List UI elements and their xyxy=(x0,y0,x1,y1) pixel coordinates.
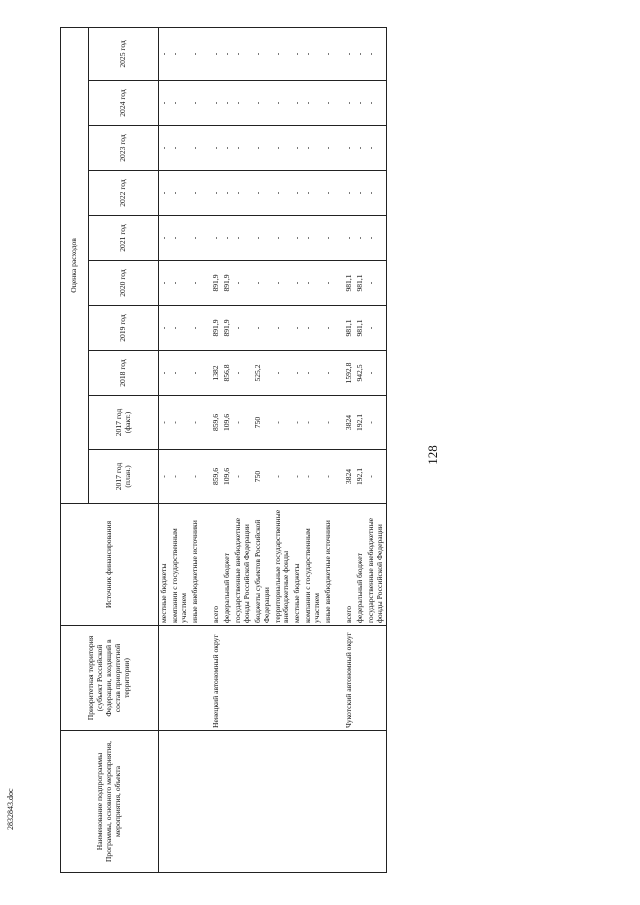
cell-value: 109,6 xyxy=(222,396,233,450)
cell-source: территориальные государственные внебюджетные фонды xyxy=(273,504,293,626)
cell-value: - xyxy=(190,306,201,351)
cell-value: - xyxy=(273,261,293,306)
cell-value: - xyxy=(366,306,386,351)
cell-value: - xyxy=(222,126,233,171)
cell-value: - xyxy=(303,126,323,171)
cell-value: - xyxy=(170,306,190,351)
cell-value: 525,2 xyxy=(253,351,273,396)
cell-value: - xyxy=(211,126,222,171)
cell-territory xyxy=(273,626,293,731)
footer-document-ref: 2832843.doc xyxy=(6,788,15,830)
cell-value: - xyxy=(303,216,323,261)
cell-value: - xyxy=(323,126,334,171)
header-year-4: 2020 год xyxy=(89,261,159,306)
header-year-9: 2025 год xyxy=(89,27,159,80)
cell-value: - xyxy=(190,126,201,171)
cell-value: - xyxy=(344,126,355,171)
cell-value: - xyxy=(303,171,323,216)
table-row xyxy=(355,27,366,872)
cell-source: всего xyxy=(344,504,355,626)
header-year-5: 2021 год xyxy=(89,216,159,261)
cell-value: - xyxy=(273,396,293,450)
cell-value: - xyxy=(190,396,201,450)
cell-value: - xyxy=(355,81,366,126)
table-row xyxy=(222,27,233,872)
cell-value: - xyxy=(190,216,201,261)
rotated-table-container xyxy=(60,28,565,873)
cell-territory xyxy=(253,626,273,731)
cell-name xyxy=(344,731,355,873)
header-year-2: 2018 год xyxy=(89,351,159,396)
cell-name xyxy=(233,731,253,873)
header-year-0: 2017 год (план.) xyxy=(89,450,159,504)
cell-value: - xyxy=(273,126,293,171)
cell-value: - xyxy=(366,216,386,261)
cell-source: компании с государственным участием xyxy=(170,504,190,626)
cell-value: - xyxy=(159,351,170,396)
cell-value: - xyxy=(344,27,355,80)
cell-value: - xyxy=(159,27,170,80)
cell-value: - xyxy=(344,171,355,216)
cell-value: - xyxy=(159,81,170,126)
cell-value: - xyxy=(211,216,222,261)
cell-name xyxy=(323,731,334,873)
expenditure-table xyxy=(60,27,387,873)
cell-value: - xyxy=(170,171,190,216)
cell-value: - xyxy=(292,351,303,396)
cell-value: - xyxy=(170,261,190,306)
cell-value: - xyxy=(170,216,190,261)
cell-value: 109,6 xyxy=(222,450,233,504)
cell-value: 192,1 xyxy=(355,450,366,504)
cell-value: - xyxy=(303,306,323,351)
cell-value: - xyxy=(233,306,253,351)
cell-value: - xyxy=(355,126,366,171)
cell-value: - xyxy=(273,81,293,126)
cell-territory xyxy=(323,626,334,731)
cell-value: - xyxy=(323,27,334,80)
cell-value: - xyxy=(170,351,190,396)
spacer-row xyxy=(201,27,211,872)
cell-name xyxy=(253,731,273,873)
table-row xyxy=(159,27,170,872)
cell-value: - xyxy=(170,450,190,504)
table-row xyxy=(292,27,303,872)
cell-value: - xyxy=(159,450,170,504)
cell-value: - xyxy=(211,171,222,216)
cell-value: - xyxy=(159,216,170,261)
cell-value: - xyxy=(233,396,253,450)
cell-territory: Чукотский автономный округ xyxy=(344,626,355,731)
cell-value: - xyxy=(170,396,190,450)
cell-value: - xyxy=(292,126,303,171)
cell-value: - xyxy=(159,396,170,450)
cell-value: - xyxy=(253,306,273,351)
cell-territory xyxy=(366,626,386,731)
cell-territory xyxy=(303,626,323,731)
cell-value: - xyxy=(233,81,253,126)
cell-value: - xyxy=(170,81,190,126)
cell-territory xyxy=(292,626,303,731)
cell-value: - xyxy=(253,81,273,126)
cell-value: - xyxy=(344,81,355,126)
cell-value: 3824 xyxy=(344,396,355,450)
cell-value: - xyxy=(170,126,190,171)
cell-value: - xyxy=(323,306,334,351)
cell-territory xyxy=(355,626,366,731)
cell-value: - xyxy=(211,27,222,80)
cell-value: - xyxy=(190,261,201,306)
cell-value: - xyxy=(323,351,334,396)
header-year-7: 2023 год xyxy=(89,126,159,171)
cell-value: - xyxy=(253,261,273,306)
cell-value: - xyxy=(233,450,253,504)
cell-value: 981,1 xyxy=(355,261,366,306)
cell-source: государственные внебюджетные фонды Российской Федерации xyxy=(233,504,253,626)
cell-value: - xyxy=(323,171,334,216)
cell-source: государственные внебюджетные фонды Российской Федерации xyxy=(366,504,386,626)
cell-source: иные внебюджетные источники xyxy=(190,504,201,626)
cell-value: 859,6 xyxy=(211,450,222,504)
cell-value: - xyxy=(211,81,222,126)
cell-value: - xyxy=(355,27,366,80)
cell-name xyxy=(303,731,323,873)
cell-value: - xyxy=(303,27,323,80)
cell-value: 750 xyxy=(253,396,273,450)
table-row xyxy=(323,27,334,872)
cell-value: - xyxy=(273,450,293,504)
cell-value: - xyxy=(190,81,201,126)
cell-name xyxy=(170,731,190,873)
cell-value: - xyxy=(366,261,386,306)
cell-value: 891,9 xyxy=(211,261,222,306)
cell-value: - xyxy=(273,351,293,396)
cell-value: - xyxy=(233,351,253,396)
cell-value: 192,1 xyxy=(355,396,366,450)
cell-value: - xyxy=(366,171,386,216)
cell-value: - xyxy=(222,81,233,126)
cell-name xyxy=(292,731,303,873)
cell-value: - xyxy=(292,450,303,504)
cell-name xyxy=(355,731,366,873)
cell-value: - xyxy=(366,126,386,171)
cell-territory: Ненецкий автономный округ xyxy=(211,626,222,731)
cell-value: 1382 xyxy=(211,351,222,396)
cell-value: - xyxy=(292,396,303,450)
cell-value: 981,1 xyxy=(344,261,355,306)
header-year-8: 2024 год xyxy=(89,81,159,126)
cell-value: - xyxy=(366,27,386,80)
cell-value: - xyxy=(323,396,334,450)
page-number: 128 xyxy=(424,445,440,465)
cell-territory xyxy=(222,626,233,731)
cell-name xyxy=(211,731,222,873)
table-row xyxy=(170,27,190,872)
cell-value: 891,9 xyxy=(222,261,233,306)
cell-territory xyxy=(233,626,253,731)
cell-name xyxy=(222,731,233,873)
cell-value: 891,9 xyxy=(211,306,222,351)
spacer-row xyxy=(334,27,344,872)
header-year-1: 2017 год (факт.) xyxy=(89,396,159,450)
table-row xyxy=(211,27,222,872)
cell-value: - xyxy=(233,216,253,261)
cell-value: - xyxy=(366,396,386,450)
table-row xyxy=(273,27,293,872)
cell-value: - xyxy=(366,81,386,126)
cell-value: - xyxy=(233,171,253,216)
cell-value: - xyxy=(170,27,190,80)
cell-value: 750 xyxy=(253,450,273,504)
cell-source: всего xyxy=(211,504,222,626)
table-row xyxy=(253,27,273,872)
cell-value: - xyxy=(273,216,293,261)
cell-source: федеральный бюджет xyxy=(222,504,233,626)
cell-value: 1592,8 xyxy=(344,351,355,396)
cell-value: - xyxy=(233,126,253,171)
cell-name xyxy=(273,731,293,873)
cell-value: - xyxy=(253,126,273,171)
cell-value: - xyxy=(292,306,303,351)
cell-value: - xyxy=(323,261,334,306)
header-year-6: 2022 год xyxy=(89,171,159,216)
cell-value: - xyxy=(233,27,253,80)
cell-name xyxy=(190,731,201,873)
table-row xyxy=(344,27,355,872)
cell-name xyxy=(366,731,386,873)
cell-value: - xyxy=(233,261,253,306)
cell-source: местные бюджеты xyxy=(159,504,170,626)
table-row xyxy=(233,27,253,872)
table-row xyxy=(366,27,386,872)
cell-source: местные бюджеты xyxy=(292,504,303,626)
header-source: Источник финансирования xyxy=(61,504,159,626)
cell-value: - xyxy=(222,216,233,261)
cell-source: компании с государственным участием xyxy=(303,504,323,626)
cell-value: - xyxy=(292,261,303,306)
cell-value: 856,8 xyxy=(222,351,233,396)
cell-value: 3824 xyxy=(344,450,355,504)
cell-value: - xyxy=(273,171,293,216)
header-year-3: 2019 год xyxy=(89,306,159,351)
table-row xyxy=(303,27,323,872)
cell-value: - xyxy=(222,27,233,80)
cell-territory xyxy=(170,626,190,731)
cell-value: - xyxy=(159,171,170,216)
cell-value: - xyxy=(222,171,233,216)
cell-value: - xyxy=(190,450,201,504)
cell-value: - xyxy=(273,306,293,351)
cell-territory xyxy=(159,626,170,731)
cell-value: - xyxy=(190,351,201,396)
table-row xyxy=(190,27,201,872)
cell-source: федеральный бюджет xyxy=(355,504,366,626)
cell-value: - xyxy=(323,81,334,126)
cell-value: - xyxy=(303,351,323,396)
cell-value: 859,6 xyxy=(211,396,222,450)
cell-value: - xyxy=(159,306,170,351)
cell-value: - xyxy=(355,216,366,261)
cell-value: - xyxy=(253,216,273,261)
cell-value: - xyxy=(366,351,386,396)
cell-value: - xyxy=(366,450,386,504)
cell-value: - xyxy=(190,171,201,216)
cell-value: 981,1 xyxy=(355,306,366,351)
cell-value: - xyxy=(253,171,273,216)
cell-value: - xyxy=(292,81,303,126)
cell-value: - xyxy=(355,171,366,216)
cell-value: - xyxy=(303,396,323,450)
cell-value: - xyxy=(190,27,201,80)
cell-value: - xyxy=(159,126,170,171)
cell-value: - xyxy=(303,81,323,126)
cell-value: - xyxy=(253,27,273,80)
cell-value: - xyxy=(323,216,334,261)
cell-value: - xyxy=(303,261,323,306)
cell-value: - xyxy=(159,261,170,306)
cell-value: - xyxy=(344,216,355,261)
cell-value: - xyxy=(323,450,334,504)
cell-source: иные внебюджетные источники xyxy=(323,504,334,626)
cell-value: 891,9 xyxy=(222,306,233,351)
cell-territory xyxy=(190,626,201,731)
header-expense-estimate: Оценка расходов xyxy=(61,27,89,503)
cell-value: - xyxy=(273,27,293,80)
cell-value: - xyxy=(292,27,303,80)
cell-value: - xyxy=(303,450,323,504)
cell-name xyxy=(159,731,170,873)
cell-source: бюджеты субъектов Российской Федерации xyxy=(253,504,273,626)
cell-value: 942,5 xyxy=(355,351,366,396)
cell-value: - xyxy=(292,171,303,216)
cell-value: 981,1 xyxy=(344,306,355,351)
header-name: Наименование подпрограммы Программы, основного мероприятия, мероприятия, объекта xyxy=(61,731,159,873)
header-territory: Приоритетная территория (субъект Российской Федерации, входящий в состав приоритетной территории) xyxy=(61,626,159,731)
cell-value: - xyxy=(292,216,303,261)
